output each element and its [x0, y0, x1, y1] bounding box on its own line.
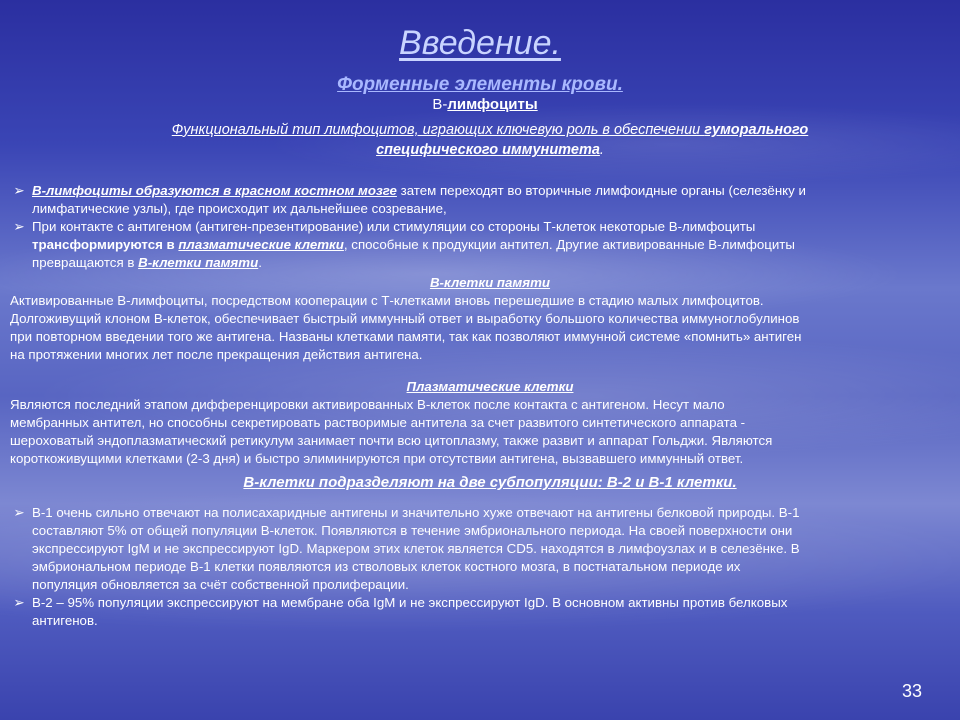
bullet-transformation-line3-end: . — [258, 255, 262, 270]
subpopulations-heading: В-клетки подразделяют на две субпопуляции: В-2 и В-1 клетки. — [243, 474, 737, 491]
bullet-transformation-line3-bold: В-клетки памяти — [138, 255, 259, 270]
plasma-line: шероховатый эндоплазматический ретикулум занимает почти всю цитоплазму, также развит и аппарат Гольджи. Являются — [10, 433, 773, 448]
arrow-bullet-icon: ➢ — [13, 219, 25, 234]
memory-line: Долгоживущий клоном В-клеток, обеспечивает быстрый иммунный ответ и выработку большого количества иммуноглобулинов — [10, 311, 800, 326]
plasma-line: короткоживущими клетками (2-3 дня) и быстро элиминируются при отсутствии антигена, вызвавшего иммунный ответ. — [10, 451, 744, 466]
bullet-transformation-line2 — [32, 236, 960, 254]
bullet-transformation — [10, 218, 960, 272]
b1-line: экспрессируют IgM и не экспрессируют IgD. Маркером этих клеток является CD5. находятся в лимфоузлах и в селезёнке. В — [32, 541, 800, 556]
bullet-transformation-rest: , способные к продукции антител. Другие активированные В-лимфоциты — [343, 237, 795, 252]
bullet-transformation-bold-a: трансформируются в — [32, 237, 179, 252]
memory-cells-paragraph — [10, 292, 960, 364]
bullet-formation — [10, 182, 960, 218]
page-number: 33 — [901, 681, 922, 701]
plasma-cells-heading: Плазматические клетки — [406, 379, 574, 394]
slide-subtitle: Форменные элементы крови. — [337, 74, 623, 95]
bullet-transformation-bold-b: плазматические клетки — [178, 237, 344, 252]
b-lymphocytes-word: лимфоциты — [447, 96, 538, 113]
b1-line: эмбриональном периоде В-1 клетки появляются из стволовых клеток костного мозга, в постнатальном периоде их — [32, 559, 741, 574]
bullet-formation-bold: В-лимфоциты образуются в красном костном мозге — [32, 183, 397, 198]
b1-line: В-1 очень сильно отвечают на полисахаридные антигены и значительно хуже отвечают на антигены белковой природы. В-1 — [32, 505, 800, 520]
b2-line: В-2 – 95% популяции экспрессируют на мембране оба IgM и не экспрессируют IgD. В основном активны против белковых — [32, 595, 788, 610]
spacer — [10, 364, 960, 376]
slide-title: Введение. — [399, 24, 561, 62]
slide-body — [10, 182, 960, 630]
func-line1-plain: Функциональный тип лимфоцитов, играющих ключевую роль в обеспечении — [171, 122, 705, 138]
bullet-transformation-line3 — [32, 254, 960, 272]
bullet-formation-line1 — [32, 182, 960, 200]
memory-line: Активированные В-лимфоциты, посредством кооперации с Т-клетками вновь перешедшие в стадию малых лимфоцитов. — [10, 293, 764, 308]
bullet-transformation-line3-plain: превращаются в — [32, 255, 139, 270]
arrow-bullet-icon: ➢ — [13, 595, 25, 610]
memory-cells-heading: В-клетки памяти — [429, 275, 551, 290]
func-line2-end: . — [599, 142, 604, 158]
plasma-line: мембранных антител, но способны секретировать растворимые антитела за счет развитого синтетического аппарата - — [10, 415, 746, 430]
arrow-bullet-icon: ➢ — [13, 505, 25, 520]
b2-line: антигенов. — [32, 613, 98, 628]
func-line2-bold: специфического иммунитета — [376, 142, 600, 158]
functional-type-text — [60, 120, 920, 160]
bullet-b1-cells — [10, 504, 960, 594]
bullet-formation-line2: лимфатические узлы), где происходит их дальнейшее созревание, — [32, 201, 447, 216]
b1-line: популяция обновляется за счёт собственной пролиферации. — [32, 577, 409, 592]
b-lymphocytes-label — [0, 96, 960, 113]
bullet-formation-rest: затем переходят во вторичные лимфоидные органы (селезёнку и — [396, 183, 806, 198]
spacer — [10, 492, 960, 504]
memory-line: на протяжении многих лет после прекращения действия антигена. — [10, 347, 423, 362]
b-lymphocytes-prefix: В- — [432, 96, 448, 113]
b1-line: составляют 5% от общей популяции В-клеток. Появляются в течение эмбрионального периода. На своей поверхности они — [32, 523, 793, 538]
arrow-bullet-icon: ➢ — [13, 183, 25, 198]
plasma-line: Являются последний этапом дифференцировки активированных В-клеток после контакта с антигеном. Несут мало — [10, 397, 725, 412]
bullet-transformation-line1: При контакте с антигеном (антиген-презентирование) или стимуляции со стороны Т-клеток некоторые В-лимфоциты — [32, 219, 756, 234]
func-line1-bold: гуморального — [704, 122, 809, 138]
plasma-cells-paragraph — [10, 396, 960, 468]
bullet-b2-cells — [10, 594, 960, 630]
memory-line: при повторном введении того же антигена. Названы клетками памяти, так как позволяют иммунной системе «помнить» антиген — [10, 329, 802, 344]
